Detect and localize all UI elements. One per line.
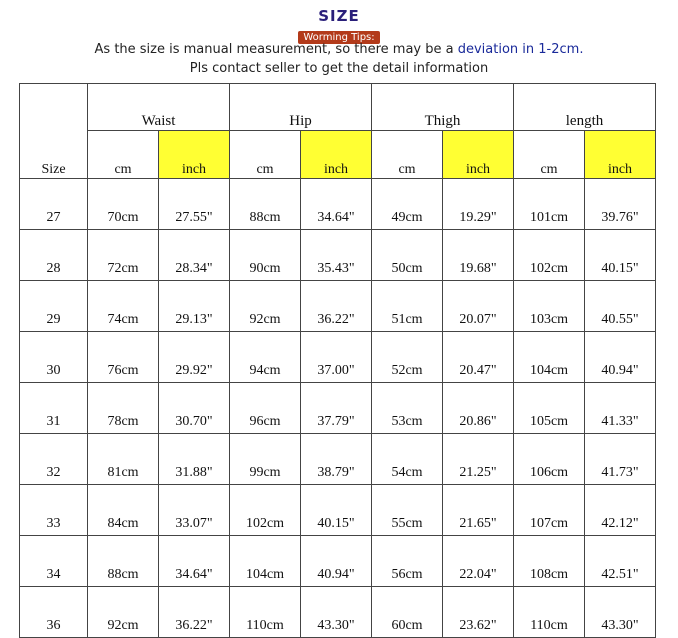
size-cell: 32 [20, 434, 88, 485]
cm-cell: 50cm [372, 230, 443, 281]
unit-inch: inch [443, 131, 514, 179]
table-row [20, 434, 656, 485]
deviation-note-highlight: deviation in 1-2cm. [453, 42, 584, 57]
table-row [20, 536, 656, 587]
inch-cell: 41.33" [585, 383, 656, 434]
inch-cell: 40.15" [585, 230, 656, 281]
inch-cell: 41.73" [585, 434, 656, 485]
size-cell: 28 [20, 230, 88, 281]
inch-cell: 40.15" [301, 485, 372, 536]
cm-cell: 102cm [230, 485, 301, 536]
cm-cell: 104cm [514, 332, 585, 383]
inch-cell: 42.12" [585, 485, 656, 536]
cm-cell: 70cm [88, 179, 159, 230]
table-row [20, 179, 656, 230]
inch-cell: 43.30" [585, 587, 656, 638]
unit-cm: cm [372, 131, 443, 179]
cm-cell: 55cm [372, 485, 443, 536]
inch-cell: 21.25" [443, 434, 514, 485]
inch-cell: 40.94" [301, 536, 372, 587]
inch-cell: 29.13" [159, 281, 230, 332]
inch-cell: 36.22" [159, 587, 230, 638]
cm-cell: 99cm [230, 434, 301, 485]
unit-inch: inch [301, 131, 372, 179]
cm-cell: 110cm [514, 587, 585, 638]
inch-cell: 43.30" [301, 587, 372, 638]
inch-cell: 22.04" [443, 536, 514, 587]
cm-cell: 96cm [230, 383, 301, 434]
deviation-note-main: As the size is manual measurement, so there may be a [94, 42, 454, 57]
size-cell: 34 [20, 536, 88, 587]
table-row [20, 485, 656, 536]
cm-cell: 101cm [514, 179, 585, 230]
inch-cell: 31.88" [159, 434, 230, 485]
cm-cell: 52cm [372, 332, 443, 383]
size-cell: 29 [20, 281, 88, 332]
inch-cell: 35.43" [301, 230, 372, 281]
cm-cell: 53cm [372, 383, 443, 434]
unit-cm: cm [514, 131, 585, 179]
size-table [19, 83, 656, 638]
inch-cell: 28.34" [159, 230, 230, 281]
cm-cell: 84cm [88, 485, 159, 536]
size-header: Size [20, 84, 88, 179]
cm-cell: 81cm [88, 434, 159, 485]
table-row [20, 230, 656, 281]
cm-cell: 88cm [230, 179, 301, 230]
group-waist: Waist [88, 84, 230, 131]
tips-badge: Worming Tips: [298, 31, 379, 44]
table-row [20, 587, 656, 638]
cm-cell: 92cm [88, 587, 159, 638]
cm-cell: 106cm [514, 434, 585, 485]
group-hip: Hip [230, 84, 372, 131]
inch-cell: 30.70" [159, 383, 230, 434]
inch-cell: 27.55" [159, 179, 230, 230]
cm-cell: 92cm [230, 281, 301, 332]
table-row [20, 281, 656, 332]
table-row [20, 383, 656, 434]
size-cell: 30 [20, 332, 88, 383]
unit-cm: cm [88, 131, 159, 179]
cm-cell: 60cm [372, 587, 443, 638]
unit-cm: cm [230, 131, 301, 179]
page-title: SIZE [318, 7, 360, 25]
cm-cell: 108cm [514, 536, 585, 587]
inch-cell: 34.64" [159, 536, 230, 587]
table-row [20, 332, 656, 383]
inch-cell: 29.92" [159, 332, 230, 383]
cm-cell: 51cm [372, 281, 443, 332]
size-cell: 27 [20, 179, 88, 230]
inch-cell: 37.79" [301, 383, 372, 434]
inch-cell: 23.62" [443, 587, 514, 638]
inch-cell: 39.76" [585, 179, 656, 230]
cm-cell: 76cm [88, 332, 159, 383]
inch-cell: 19.68" [443, 230, 514, 281]
cm-cell: 90cm [230, 230, 301, 281]
cm-cell: 107cm [514, 485, 585, 536]
inch-cell: 42.51" [585, 536, 656, 587]
cm-cell: 78cm [88, 383, 159, 434]
cm-cell: 105cm [514, 383, 585, 434]
inch-cell: 40.94" [585, 332, 656, 383]
deviation-note [0, 42, 678, 57]
cm-cell: 94cm [230, 332, 301, 383]
inch-cell: 20.07" [443, 281, 514, 332]
inch-cell: 38.79" [301, 434, 372, 485]
inch-cell: 20.47" [443, 332, 514, 383]
cm-cell: 56cm [372, 536, 443, 587]
inch-cell: 19.29" [443, 179, 514, 230]
inch-cell: 40.55" [585, 281, 656, 332]
unit-inch: inch [159, 131, 230, 179]
cm-cell: 103cm [514, 281, 585, 332]
size-cell: 33 [20, 485, 88, 536]
inch-cell: 33.07" [159, 485, 230, 536]
size-cell: 36 [20, 587, 88, 638]
unit-header-row [20, 131, 656, 179]
cm-cell: 88cm [88, 536, 159, 587]
group-length: length [514, 84, 656, 131]
cm-cell: 72cm [88, 230, 159, 281]
inch-cell: 36.22" [301, 281, 372, 332]
unit-inch: inch [585, 131, 656, 179]
contact-note: Pls contact seller to get the detail information [189, 61, 489, 76]
inch-cell: 20.86" [443, 383, 514, 434]
group-header-row [20, 84, 656, 131]
cm-cell: 104cm [230, 536, 301, 587]
cm-cell: 49cm [372, 179, 443, 230]
cm-cell: 102cm [514, 230, 585, 281]
cm-cell: 74cm [88, 281, 159, 332]
inch-cell: 34.64" [301, 179, 372, 230]
inch-cell: 21.65" [443, 485, 514, 536]
inch-cell: 37.00" [301, 332, 372, 383]
cm-cell: 54cm [372, 434, 443, 485]
group-thigh: Thigh [372, 84, 514, 131]
size-cell: 31 [20, 383, 88, 434]
cm-cell: 110cm [230, 587, 301, 638]
